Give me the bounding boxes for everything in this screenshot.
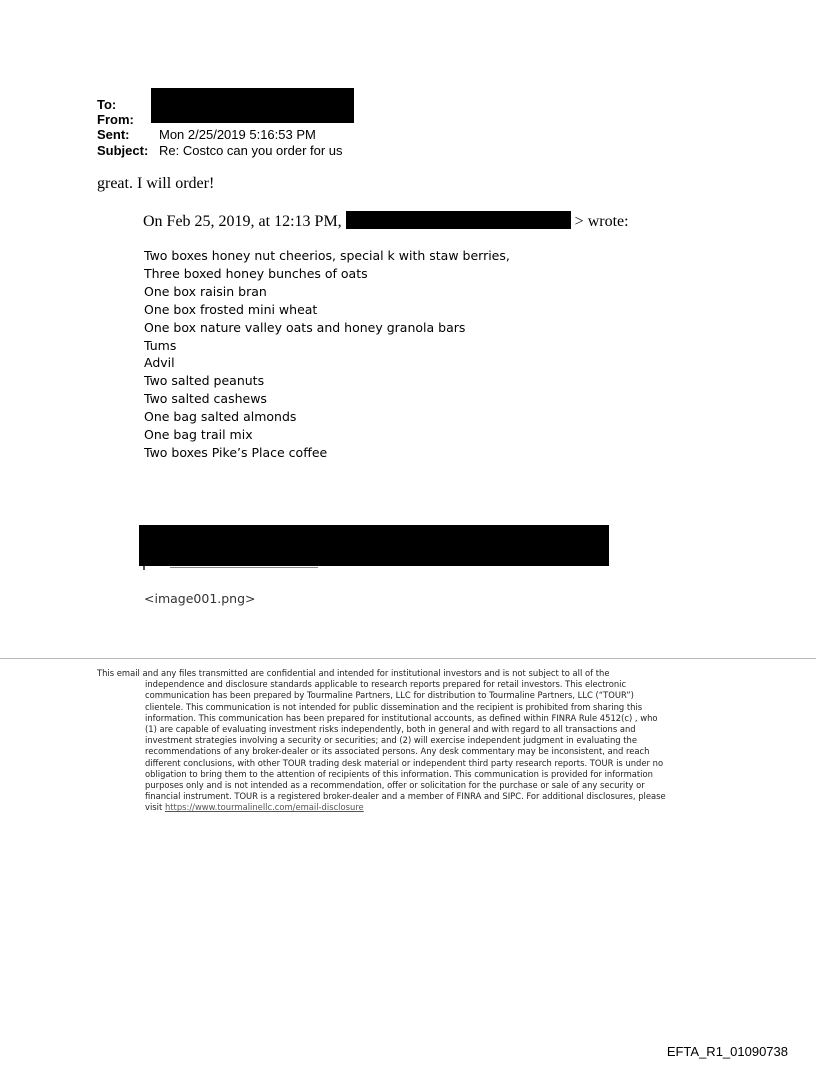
list-item: Two salted cashews: [144, 391, 267, 407]
disclaimer-text: This email and any files transmitted are confidential and intended for institutional investors and is not subject to all of the independence and disclosure standards applicable to research reports prepared for retail investors. This electronic communication has been prepared by Tourmaline Partners, LLC for distribution to Tourmaline Partners, LLC (“TOUR”) clientele. This communication is not intended for public dissemination and the recipient is prohibited from sharing this information. This communication has been prepared for institutional accounts, as defined within FINRA Rule 4512(c) , who (1) are capable of evaluating investment risks independently, both in general and with regard to all transactions and investment strategies involving a security or securities; and (2) will exercise independent judgment in evaluating the recommendations of any broker-dealer or its associated persons. Any desk commentary may be inconsistent, and reach different conclusions, with other TOUR trading desk material or independent third party research reports. TOUR is under no obligation to bring them to the attention of recipients of this information. This communication is provided for information purposes only and is not intended as a recommendation, offer or solicitation for the purchase or sale of any security or financial instrument. TOUR is a registered broker-dealer and a member of FINRA and SIPC. For additional disclosures, please visit: [97, 668, 666, 813]
list-item: Two boxes honey nut cheerios, special k with staw berries,: [144, 248, 510, 263]
sent-value: Mon 2/25/2019 5:16:53 PM: [159, 127, 316, 142]
list-item: Two boxes Pike’s Place coffee: [144, 444, 328, 460]
divider: [0, 658, 816, 659]
subject-value: Re: Costco can you order for us: [159, 143, 343, 158]
disclaimer-link[interactable]: https://www.tourmalinellc.com/email-disclosure: [164, 802, 364, 813]
subject-label: Subject:: [97, 143, 149, 158]
redaction-sender: [346, 211, 571, 229]
quoted-intro-suffix: > wrote:: [574, 213, 629, 230]
disclaimer: [97, 668, 667, 814]
shopping-list: [144, 247, 510, 462]
quoted-intro: [143, 211, 629, 231]
list-item: Advil: [144, 355, 175, 371]
from-label: From:: [97, 112, 134, 127]
attachment-placeholder: <image001.png>: [144, 591, 256, 606]
quoted-intro-prefix: On Feb 25, 2019, at 12:13 PM,: [143, 213, 342, 230]
signature-residue: [143, 566, 145, 570]
redaction-to-from: [151, 88, 354, 123]
to-label: To:: [97, 97, 117, 112]
redaction-signature: [139, 525, 609, 566]
list-item: Tums: [144, 337, 177, 353]
list-item: One bag trail mix: [144, 427, 253, 443]
list-item: One box frosted mini wheat: [144, 301, 318, 317]
list-item: One bag salted almonds: [144, 409, 297, 425]
signature-residue-underline: [170, 567, 318, 568]
list-item: Two salted peanuts: [144, 373, 265, 389]
list-item: Three boxed honey bunches of oats: [144, 265, 368, 281]
reply-text: great. I will order!: [97, 175, 215, 192]
sent-label: Sent:: [97, 127, 130, 142]
list-item: One box nature valley oats and honey granola bars: [144, 319, 466, 335]
document-id: EFTA_R1_01090738: [666, 1044, 788, 1059]
list-item: One box raisin bran: [144, 283, 267, 299]
